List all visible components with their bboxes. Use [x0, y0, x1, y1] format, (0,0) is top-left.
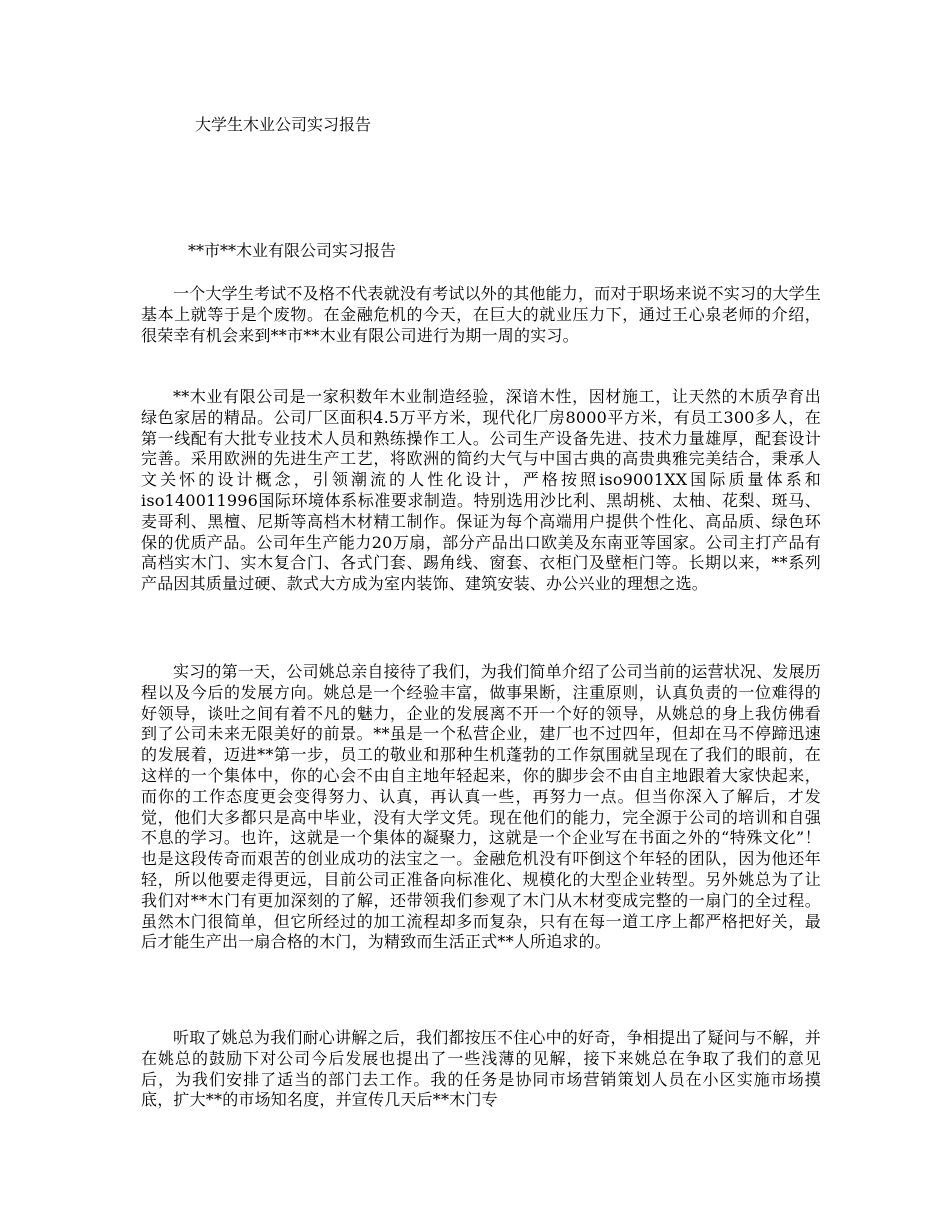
document-subtitle: **市**木业有限公司实习报告	[188, 241, 397, 260]
paragraph-intro: 一个大学生考试不及格不代表就没有考试以外的其他能力，而对于职场来说不实习的大学生基本上就等于是个废物。在金融危机的今天，在巨大的就业压力下，通过王心泉老师的介绍，很荣幸有机会来到**市**木业有限公司进行为期一周的实习。	[141, 284, 822, 345]
document-title: 大学生木业公司实习报告	[195, 115, 372, 134]
paragraph-company-profile: **木业有限公司是一家积数年木业制造经验，深谙木性，因材施工，让天然的木质孕育出绿色家居的精品。公司厂区面积4.5万平方米，现代化厂房8000平方米，有员工300多人，在第一线配有大批专业技术人员和熟练操作工人。公司生产设备先进、技术力量雄厚，配套设计完善。采用欧洲的先进生产工艺，将欧洲的简约大气与中国古典的高贵典雅完美结合，秉承人文关怀的设计概念，引领潮流的人性化设计，严格按照iso9001XX国际质量体系和iso140011996国际环境体系标准要求制造。特别选用沙比利、黑胡桃、太柚、花梨、斑马、麦哥利、黑檀、尼斯等高档木材精工制作。保证为每个高端用户提供个性化、高品质、绿色环保的优质产品。公司年生产能力20万扇，部分产品出口欧美及东南亚等国家。公司主打产品有高档实木门、实木复合门、各式门套、踢角线、窗套、衣柜门及壁柜门等。长期以来，**系列产品因其质量过硬、款式大方成为室内装饰、建筑安装、办公兴业的理想之选。	[141, 387, 821, 594]
paragraph-assignment: 听取了姚总为我们耐心讲解之后，我们都按压不住心中的好奇，争相提出了疑问与不解，并在姚总的鼓励下对公司今后发展也提出了一些浅薄的见解，接下来姚总在争取了我们的意见后，为我们安排了适当的部门去工作。我的任务是协同市场营销策划人员在小区实施市场摸底，扩大**的市场知名度，并宣传几天后**木门专	[141, 1028, 822, 1110]
paragraph-first-day: 实习的第一天，公司姚总亲自接待了我们，为我们简单介绍了公司当前的运营状况、发展历程以及今后的发展方向。姚总是一个经验丰富，做事果断，注重原则，认真负责的一位难得的好领导，谈吐之间有着不凡的魅力，企业的发展离不开一个好的领导，从姚总的身上我仿佛看到了公司未来无限美好的前景。**虽是一个私营企业，建厂也不过四年，但却在马不停蹄迅速的发展着，迈进**第一步，员工的敬业和那种生机蓬勃的工作氛围就呈现在了我们的眼前，在这样的一个集体中，你的心会不由自主地年轻起来，你的脚步会不由自主地跟着大家快起来，而你的工作态度更会变得努力、认真，再认真一些，再努力一点。但当你深入了解后，才发觉，他们大多都只是高中毕业，没有大学文凭。现在他们的能力，完全源于公司的培训和自强不息的学习。也许，这就是一个集体的凝聚力，这就是一个企业写在书面之外的“特殊文化”！也是这段传奇而艰苦的创业成功的法宝之一。金融危机没有吓倒这个年轻的团队，因为他还年轻，所以他要走得更远，目前公司正准备向标准化、规模化的大型企业转型。另外姚总为了让我们对**木门有更加深刻的了解，还带领我们参观了木门从木材变成完整的一扇门的全过程。虽然木门很简单，但它所经过的加工流程却多而复杂，只有在每一道工序上都严格把好关，最后才能生产出一扇合格的木门，为精致而生活正式**人所追求的。	[141, 662, 822, 952]
